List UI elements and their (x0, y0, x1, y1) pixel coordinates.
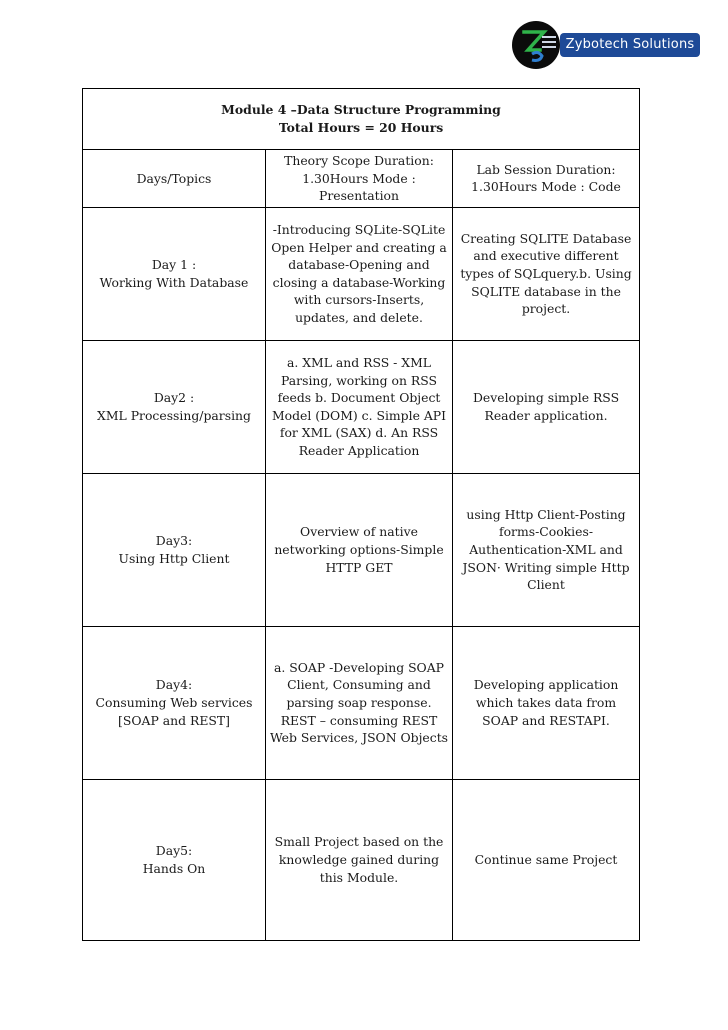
header-lab: Lab Session Duration: 1.30Hours Mode : Code (453, 150, 640, 208)
title-cell (83, 89, 640, 150)
day-cell (83, 473, 266, 626)
table-row (83, 340, 640, 473)
title-row (83, 89, 640, 150)
company-name: Zybotech Solutions (560, 33, 700, 57)
day-label: Day5: (155, 843, 193, 859)
lab-cell: Creating SQLITE Database and executive different types of SQLquery.b. Using SQLITE database in the project. (453, 207, 640, 340)
lab-cell: Developing application which takes data from SOAP and RESTAPI. (453, 626, 640, 779)
theory-cell: -Introducing SQLite-SQLite Open Helper and creating a database-Opening and closing a database-Working with cursors-Inserts, updates, and delete. (266, 207, 453, 340)
day-label: Day4: (155, 677, 193, 693)
lab-cell: using Http Client-Posting forms-Cookies-Authentication-XML and JSON· Writing simple Http Client (453, 473, 640, 626)
table-row (83, 473, 640, 626)
day-cell (83, 207, 266, 340)
day-label: Day3: (155, 533, 193, 549)
company-logo (510, 20, 705, 70)
table-row (83, 626, 640, 779)
header-row (83, 150, 640, 208)
header-theory: Theory Scope Duration: 1.30Hours Mode : Presentation (266, 150, 453, 208)
day-cell (83, 626, 266, 779)
module-table (82, 88, 640, 941)
theory-cell: Small Project based on the knowledge gained during this Module. (266, 779, 453, 940)
day-label: Day2 : (153, 390, 195, 406)
table-row (83, 779, 640, 940)
day-topic: Using Http Client (118, 550, 230, 566)
day-topic: Consuming Web services [SOAP and REST] (95, 694, 253, 728)
day-cell (83, 340, 266, 473)
day-topic: Hands On (142, 860, 206, 876)
day-topic: Working With Database (99, 274, 249, 290)
module-total-hours: Total Hours = 20 Hours (278, 120, 444, 135)
header-days-topics: Days/Topics (83, 150, 266, 208)
module-title: Module 4 –Data Structure Programming (221, 102, 501, 118)
theory-cell: Overview of native networking options-Simple HTTP GET (266, 473, 453, 626)
lab-cell: Continue same Project (453, 779, 640, 940)
theory-cell: a. XML and RSS - XML Parsing, working on RSS feeds b. Document Object Model (DOM) c. Simple API for XML (SAX) d. An RSS Reader Application (266, 340, 453, 473)
table-row (83, 207, 640, 340)
day-cell (83, 779, 266, 940)
day-label: Day 1 : (151, 257, 197, 273)
zs-monogram-icon (510, 20, 562, 70)
theory-cell: a. SOAP -Developing SOAP Client, Consuming and parsing soap response. REST – consuming REST Web Services, JSON Objects (266, 626, 453, 779)
day-topic: XML Processing/parsing (97, 407, 251, 423)
lab-cell: Developing simple RSS Reader application. (453, 340, 640, 473)
